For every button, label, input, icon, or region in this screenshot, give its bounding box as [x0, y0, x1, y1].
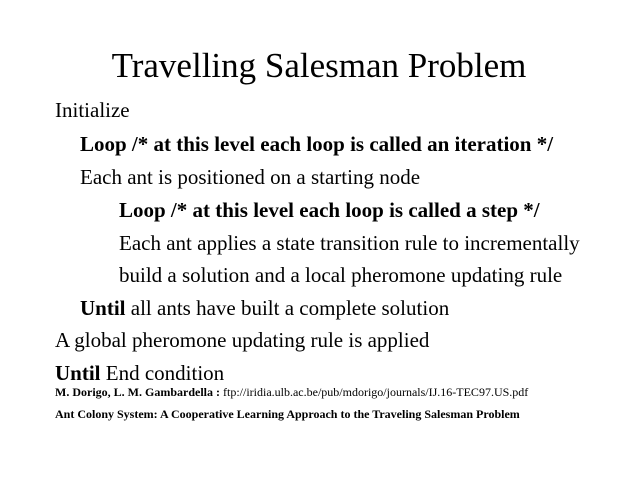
reference-authors: M. Dorigo, L. M. Gambardella : — [55, 385, 223, 399]
pseudocode-apply-rule-1: Each ant applies a state transition rule to incrementally — [119, 231, 580, 255]
until-keyword: Until — [80, 296, 126, 320]
reference-paper-title: Ant Colony System: A Cooperative Learning Approach to the Traveling Salesman Problem — [55, 407, 520, 421]
reference-url: ftp://iridia.ulb.ac.be/pub/mdorigo/journals/IJ.16-TEC97.US.pdf — [222, 385, 529, 399]
end-condition: End condition — [100, 361, 225, 385]
pseudocode-initialize: Initialize — [55, 98, 130, 122]
pseudocode-global-update: A global pheromone updating rule is applied — [55, 328, 430, 352]
pseudocode-inner-loop: Loop /* at this level each loop is called a step */ — [119, 198, 540, 222]
pseudocode-positioned: Each ant is positioned on a starting node — [80, 165, 421, 189]
pseudocode-apply-rule-2: build a solution and a local pheromone updating rule — [119, 263, 563, 287]
slide-title: Travelling Salesman Problem — [111, 46, 527, 85]
pseudocode-outer-loop: Loop /* at this level each loop is called an iteration */ — [80, 132, 554, 156]
pseudocode-end-line — [55, 360, 224, 386]
pseudocode-until-line — [80, 295, 449, 321]
end-keyword: Until — [55, 361, 101, 385]
until-condition: all ants have built a complete solution — [125, 296, 450, 320]
reference-line — [55, 384, 528, 400]
